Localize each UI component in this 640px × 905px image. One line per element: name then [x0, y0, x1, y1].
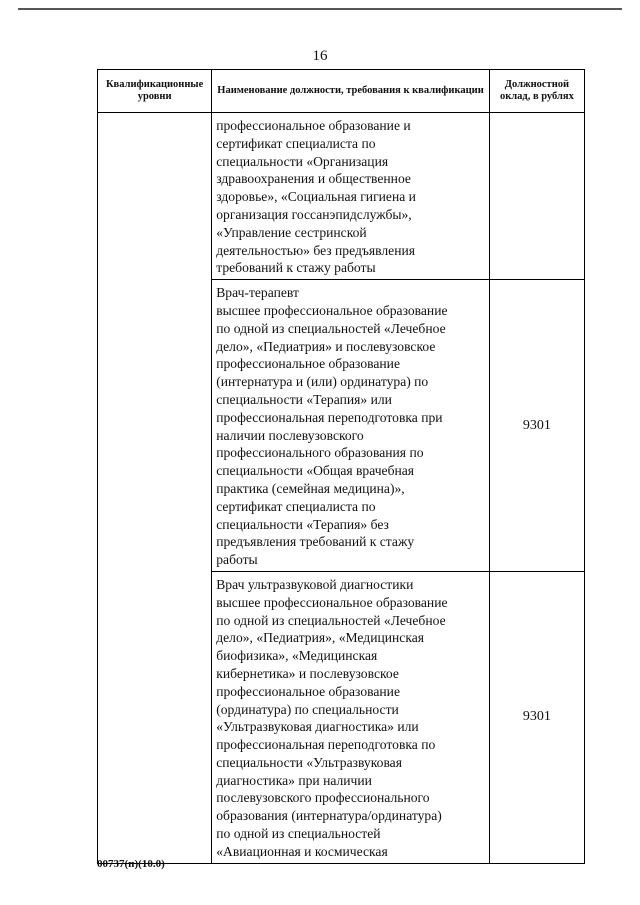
position-text-line: профессиональная переподготовка при: [216, 409, 443, 425]
position-text-line: дело», «Педиатрия», «Медицинская: [216, 630, 425, 646]
header-salary: Должностной оклад, в рублях: [489, 70, 584, 113]
position-text-line: наличии послевузовского: [216, 427, 364, 443]
position-text-line: профессиональное образование: [216, 683, 400, 699]
header-position: Наименование должности, требования к квалификации: [212, 70, 490, 113]
position-text-line: деятельностью» без предъявления: [216, 242, 416, 258]
position-cell: [212, 280, 490, 572]
table-header-row: [98, 70, 585, 113]
position-text-line: предъявления требований к стажу: [216, 534, 415, 550]
position-text-line: высшее профессиональное образование: [216, 594, 448, 610]
position-text-line: сертификат специалиста по: [216, 135, 376, 151]
position-text-line: по одной из специальностей «Лечебное: [216, 320, 446, 336]
position-text-line: Врач ультразвуковой диагностики: [216, 576, 414, 592]
document-code: 00737(п)(10.0): [97, 858, 165, 870]
position-text-line: работы: [216, 552, 258, 568]
position-text-line: Врач-терапевт: [216, 285, 299, 301]
position-text-line: кибернетика» и послевузовское: [216, 665, 399, 681]
position-text-line: биофизика», «Медицинская: [216, 648, 378, 664]
position-text-line: требований к стажу работы: [216, 260, 376, 276]
position-text-line: специальности «Организация: [216, 153, 389, 169]
position-text-line: по одной из специальностей: [216, 826, 381, 842]
position-text-line: (ординатура) по специальности: [216, 701, 399, 717]
position-text-line: профессиональное образование и: [216, 118, 411, 133]
position-cell: [212, 571, 490, 863]
position-text-line: высшее профессиональное образование: [216, 302, 448, 318]
position-text-line: профессиональное образование: [216, 356, 400, 372]
position-text-line: по одной из специальностей «Лечебное: [216, 612, 446, 628]
top-rule: [18, 8, 622, 10]
salary-cell: 9301: [489, 571, 584, 863]
position-text-line: профессионального образования по: [216, 445, 424, 461]
level-cell: [98, 113, 212, 864]
position-text-line: диагностика» при наличии: [216, 772, 372, 788]
page-number: 16: [312, 48, 328, 64]
position-text-line: специальности «Ультразвуковая: [216, 754, 402, 770]
header-level: Квалификационные уровни: [98, 70, 212, 113]
position-text-line: профессиональная переподготовка по: [216, 737, 436, 753]
position-text-line: «Ультразвуковая диагностика» или: [216, 719, 419, 735]
table-row: [98, 113, 585, 280]
position-cell: [212, 113, 490, 280]
salary-cell: [489, 113, 584, 280]
position-text-line: (интернатура и (или) ординатура) по: [216, 374, 429, 390]
position-text-line: специальности «Терапия» без: [216, 516, 389, 532]
position-text-line: «Управление сестринской: [216, 224, 367, 240]
position-text-line: послевузовского профессионального: [216, 790, 430, 806]
salary-cell: 9301: [489, 280, 584, 572]
qualification-table: [97, 69, 585, 864]
position-text-line: практика (семейная медицина)»,: [216, 480, 405, 496]
position-text-line: образования (интернатура/ординатура): [216, 808, 442, 824]
position-text-line: дело», «Педиатрия» и послевузовское: [216, 338, 436, 354]
position-text-line: «Авиационная и космическая: [216, 843, 388, 859]
position-text-line: здравоохранения и общественное: [216, 171, 411, 187]
position-text-line: специальности «Общая врачебная: [216, 463, 415, 479]
position-text-line: организация госсанэпидслужбы»,: [216, 206, 412, 222]
position-text-line: специальности «Терапия» или: [216, 391, 392, 407]
position-text-line: здоровье», «Социальная гигиена и: [216, 189, 416, 205]
position-text-line: сертификат специалиста по: [216, 498, 376, 514]
